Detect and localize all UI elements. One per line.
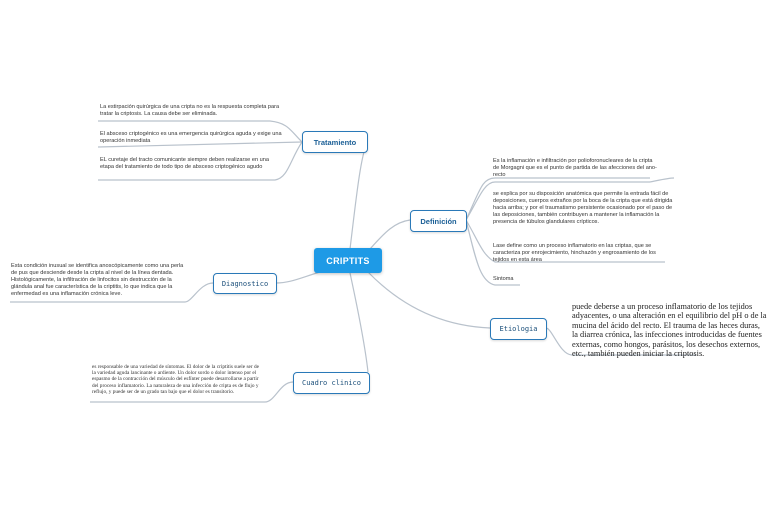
- definicion-item-1: Es la inflamación e infiltración por polioforonucleares de la cripta de Morgagni que es el punto de partida de las afecciones del ano-recto: [493, 158, 657, 178]
- central-topic[interactable]: CRIPTITS: [314, 248, 382, 273]
- tratamiento-item-1: La estirpación quirúrgica de una cripta no es la respuesta completa para tratar la criptosis. La causa debe ser eliminada.: [100, 104, 280, 117]
- branch-cuadro-clinico[interactable]: Cuadro clinico: [293, 372, 370, 394]
- definicion-item-2: se explica por su disposición anatómica que permite la entrada fácil de deposiciones, cuerpos extraños por la boca de la cripta que está dirigida hacia arriba; y por el traumatismo persistente ocasionado por el paso de las deposiciones, también contribuyen a mantener la inflamación la presencia de túbulos glandulares crípticos.: [493, 191, 673, 225]
- branch-etiologia[interactable]: Etiologia: [490, 318, 547, 340]
- link-center-definicion: [370, 220, 410, 249]
- branch-tratamiento[interactable]: Tratamiento: [302, 131, 368, 153]
- link-center-tratamiento: [350, 142, 367, 249]
- definicion-item-3: Lase define como un proceso inflamatorio en las criptas, que se caracteriza por enrojecimiento, hinchazón y engrosamiento de los tejidos en esta área: [493, 243, 656, 263]
- branch-diagnostico[interactable]: Diagnostico: [213, 273, 277, 294]
- branch-definicion[interactable]: Definición: [410, 210, 467, 232]
- definicion-item-4: Sintoma: [493, 276, 514, 282]
- etiologia-text: puede deberse a un proceso inflamatorio de los tejidos adyacentes, o una alteración en el equilibrio del pH o de la mucina del ácido del recto. El trauma de las heces duras, la diarrea crónica, las infecciones introducidas de fuentes externas, como hongos, parásitos, los desechos externos, etc., también pueden iniciar la criptosis.: [572, 302, 767, 359]
- tratamiento-item-3: EL curetaje del tracto comunicante siempre deben realizarse en una etapa del tratamiento de todo tipo de absceso criptogénico agudo: [100, 157, 269, 170]
- cuadro-clinico-text: es responsable de una variedad de síntomas. El dolor de la criptitis suele ser de la variedad aguda lancinante o ardiente. Un dolor sordo o dolor intenso por el espasmo de la contracción del músculo del esfínter puede desarrollarse a partir del proceso inflamatorio. La naturaleza de una infección de cripta es de flujo y reflujo, y puede ser de un grado tan bajo que el dolor es transitorio.: [92, 364, 259, 395]
- diagnostico-text: Esta condición inusual se identifica anoscópicamente como una perla de pus que desciende desde la cripta al nivel de la línea dentada. Histológicamente, la infiltración de linfocitos sin destrucción de la glándula anal fue característica de la criptitis, lo que indica que la enfermedad es una inflamación crónica leve.: [11, 263, 184, 297]
- link-center-diagnostico: [276, 272, 320, 283]
- tratamiento-item-2: El absceso criptogénico es una emergencia quirúrgica aguda y exige una operación inmediata: [100, 131, 282, 144]
- link-center-etiologia: [368, 272, 490, 328]
- link-center-cuadro: [350, 273, 368, 372]
